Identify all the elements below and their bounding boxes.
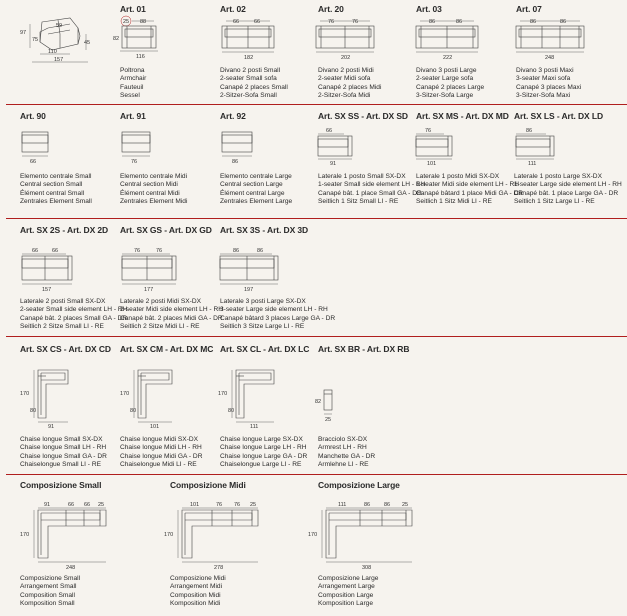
- dim-label: 80: [228, 408, 235, 414]
- dim-label: 75: [32, 37, 39, 43]
- dim-label: 101: [190, 502, 200, 508]
- dim-label: 66: [254, 19, 261, 25]
- composition-title: Composizione Midi: [170, 480, 246, 490]
- dim-label: 97: [20, 30, 27, 36]
- article-code: Art. 91: [120, 111, 146, 121]
- dim-label: 278: [214, 565, 224, 571]
- article-description: Laterale 2 posti Midi SX-DX 2-seater Midi side element LH - RH Canapé bât. 2 places Midi GA - DR Seitlich 2 Sitze Midi LI - RE: [120, 298, 223, 331]
- side-element-drawing: [414, 126, 462, 167]
- article-code: Art. SX GS - Art. DX GD: [120, 225, 212, 235]
- dim-label: 76: [328, 19, 335, 25]
- dim-label: 76: [352, 19, 359, 25]
- article-description: Elemento centrale Small Central section Small Élément central Small Zentrales Element Small: [20, 173, 92, 206]
- article-description: Laterale 1 posto Midi SX-DX 1-seater Midi side element LH - RH Canapé bâtard 1 place Midi GA - DR Seitlich 1 Sitz Midi LI - RE: [416, 173, 524, 206]
- article-description: Composizione Large Arrangement Large Composition Large Komposition Large: [318, 575, 379, 608]
- dim-label: 182: [244, 55, 254, 61]
- side-element-3-seat-drawing: [216, 246, 288, 294]
- article-code: Art. 90: [20, 111, 46, 121]
- dim-label: 170: [120, 391, 130, 397]
- dim-label: 76: [216, 502, 223, 508]
- article-description: Laterale 2 posti Small SX-DX 2-seater Small side element LH - RH Canapé bât. 2 places Small GA - DR Seitlich 2 Sitze Small LI - RE: [20, 298, 128, 331]
- sofa-plan-drawing: [314, 16, 378, 60]
- article-description: Poltrona Armchair Fauteuil Sessel: [120, 67, 147, 100]
- article-code: Art. SX SS - Art. DX SD: [318, 111, 408, 121]
- article-description: Laterale 1 posto Large SX-DX 1-seater Large side element LH - RH Canapé bât. 1 place Large GA - DR Seitlich 1 Sitz Large LI - RE: [514, 173, 622, 206]
- dim-label: 86: [560, 19, 567, 25]
- dim-label: 76: [234, 502, 241, 508]
- article-description: Elemento centrale Midi Central section Midi Élément central Midi Zentrales Element Midi: [120, 173, 188, 206]
- dim-label: 111: [250, 424, 259, 430]
- article-code: Art. SX CM - Art. DX MC: [120, 344, 214, 354]
- article-description: Elemento centrale Large Central section Large Élément central Large Zentrales Element Large: [220, 173, 293, 206]
- dim-label: 80: [30, 408, 37, 414]
- dim-label: 91: [48, 424, 55, 430]
- composition-small-drawing: [18, 500, 130, 572]
- article-code: Art. SX MS - Art. DX MD: [416, 111, 509, 121]
- dim-label: 170: [20, 532, 30, 538]
- dim-label: 88: [140, 19, 147, 25]
- article-description: Chaise longue Large SX-DX Chaise longue Large LH - RH Chaise longue Large GA - DR Chaiselongue Large LI - RE: [220, 436, 308, 469]
- article-code: Art. 20: [318, 4, 344, 14]
- dim-label: 116: [136, 54, 145, 60]
- composition-large-drawing: [306, 500, 438, 572]
- armrest-drawing: [314, 386, 344, 426]
- composition-title: Composizione Small: [20, 480, 102, 490]
- dim-label: 170: [218, 391, 228, 397]
- dim-label: 308: [362, 565, 372, 571]
- sofa-plan-drawing: [414, 16, 484, 60]
- article-code: Art. SX CS - Art. DX CD: [20, 344, 111, 354]
- article-code: Art. SX BR - Art. DX RB: [318, 344, 410, 354]
- dim-label: 111: [338, 502, 347, 508]
- dim-label: 25: [325, 417, 332, 423]
- article-description: Divano 3 posti Large 2-seater Large sofa Canapé 2 places Large 3-Sitzer-Sofa Large: [416, 67, 485, 100]
- dim-label: 76: [425, 128, 432, 134]
- row-divider: [6, 218, 627, 219]
- dim-label: 248: [545, 55, 555, 61]
- dim-label: 86: [429, 19, 436, 25]
- chaise-longue-drawing: [18, 364, 78, 430]
- article-code: Art. 01: [120, 4, 146, 14]
- dim-label: 177: [144, 287, 154, 293]
- article-code: Art. 92: [220, 111, 246, 121]
- dim-label: 157: [42, 287, 52, 293]
- dim-label: 82: [113, 36, 120, 42]
- article-description: Chaise longue Small SX-DX Chaise longue Small LH - RH Chaise longue Small GA - DR Chaiselongue Small LI - RE: [20, 436, 107, 469]
- article-code: Art. SX 2S - Art. DX 2D: [20, 225, 109, 235]
- row-divider: [6, 336, 627, 337]
- side-element-drawing: [316, 126, 360, 167]
- dim-label: 111: [528, 161, 537, 167]
- dim-label: 86: [232, 159, 239, 165]
- armchair-perspective-drawing: [18, 14, 98, 64]
- article-description: Composizione Midi Arrangement Midi Composition Midi Komposition Midi: [170, 575, 226, 608]
- dim-label: 25: [250, 502, 257, 508]
- sofa-plan-drawing: [514, 16, 590, 60]
- row-divider: [6, 474, 627, 475]
- dim-label: 66: [84, 502, 91, 508]
- dim-label: 59: [56, 23, 63, 29]
- dim-label: 222: [443, 55, 453, 61]
- dim-label: 86: [384, 502, 391, 508]
- dim-label: 25: [402, 502, 409, 508]
- dim-label: 76: [156, 248, 163, 254]
- composition-title: Composizione Large: [318, 480, 400, 490]
- dim-label: 66: [68, 502, 75, 508]
- dim-label: 157: [54, 57, 64, 63]
- dim-label: 170: [20, 391, 30, 397]
- dim-label: 66: [52, 248, 59, 254]
- dim-label: 86: [364, 502, 371, 508]
- central-section-drawing: [20, 130, 60, 164]
- dim-label: 45: [84, 40, 91, 46]
- article-description: Divano 3 posti Maxi 3-seater Maxi sofa Canapé 3 places Maxi 3-Sitzer-Sofa Maxi: [516, 67, 582, 100]
- dim-label: 110: [48, 49, 57, 55]
- composition-midi-drawing: [162, 500, 284, 572]
- article-code: Art. SX LS - Art. DX LD: [514, 111, 604, 121]
- article-description: Chaise longue Midi SX-DX Chaise longue Midi LH - RH Chaise longue Midi GA - DR Chaiselongue Midi LI - RE: [120, 436, 203, 469]
- dim-label: 80: [130, 408, 137, 414]
- dim-label: 66: [326, 128, 333, 134]
- article-code: Art. 02: [220, 4, 246, 14]
- dim-label: 86: [530, 19, 537, 25]
- dim-label: 91: [44, 502, 51, 508]
- dim-label: 25: [123, 19, 130, 25]
- dim-label: 76: [134, 248, 141, 254]
- side-element-2-seat-drawing: [18, 246, 78, 294]
- dim-label: 86: [456, 19, 463, 25]
- article-code: Art. SX 3S - Art. DX 3D: [220, 225, 309, 235]
- dim-label: 91: [330, 161, 337, 167]
- article-description: Bracciolo SX-DX Armrest LH - RH Manchette GA - DR Armlehne LI - RE: [318, 436, 376, 469]
- dim-label: 202: [341, 55, 351, 61]
- armchair-plan-drawing: [113, 16, 168, 60]
- article-code: Art. SX CL - Art. DX LC: [220, 344, 310, 354]
- side-element-2-seat-drawing: [118, 246, 184, 294]
- row-divider: [6, 104, 627, 105]
- dim-label: 101: [427, 161, 437, 167]
- article-code: Art. 03: [416, 4, 442, 14]
- dim-label: 86: [257, 248, 264, 254]
- dim-label: 66: [30, 159, 37, 165]
- chaise-longue-drawing: [118, 364, 184, 430]
- dim-label: 170: [164, 532, 174, 538]
- dim-label: 66: [233, 19, 240, 25]
- central-section-drawing: [220, 130, 260, 164]
- dim-label: 66: [32, 248, 39, 254]
- article-description: Laterale 3 posti Large SX-DX 3-seater Large side element LH - RH Canapé bâtard 3 places Large GA - DR Seitlich 3 Sitze Large LI - RE: [220, 298, 336, 331]
- central-section-drawing: [120, 130, 160, 164]
- dim-label: 82: [315, 399, 322, 405]
- article-description: Composizione Small Arrangement Small Composition Small Komposition Small: [20, 575, 81, 608]
- article-description: Laterale 1 posto Small SX-DX 1-seater Small side element LH - RH Canapé bât. 1 place Small GA - DR Seitlich 1 Sitz Small LI - RE: [318, 173, 426, 206]
- dim-label: 101: [150, 424, 160, 430]
- side-element-drawing: [514, 126, 566, 167]
- dim-label: 248: [66, 565, 76, 571]
- chaise-longue-drawing: [216, 364, 286, 430]
- dim-label: 25: [98, 502, 105, 508]
- article-code: Art. 07: [516, 4, 542, 14]
- dim-label: 86: [526, 128, 533, 134]
- dim-label: 170: [308, 532, 318, 538]
- sofa-plan-drawing: [220, 16, 280, 60]
- dim-label: 86: [233, 248, 240, 254]
- article-description: Divano 2 posti Midi 2-seater Midi sofa Canapé 2 places Midi 2-Sitzer-Sofa Midi: [318, 67, 382, 100]
- article-description: Divano 2 posti Small 2-seater Small sofa Canapé 2 places Small 2-Sitzer-Sofa Small: [220, 67, 288, 100]
- dim-label: 197: [244, 287, 254, 293]
- dim-label: 76: [131, 159, 138, 165]
